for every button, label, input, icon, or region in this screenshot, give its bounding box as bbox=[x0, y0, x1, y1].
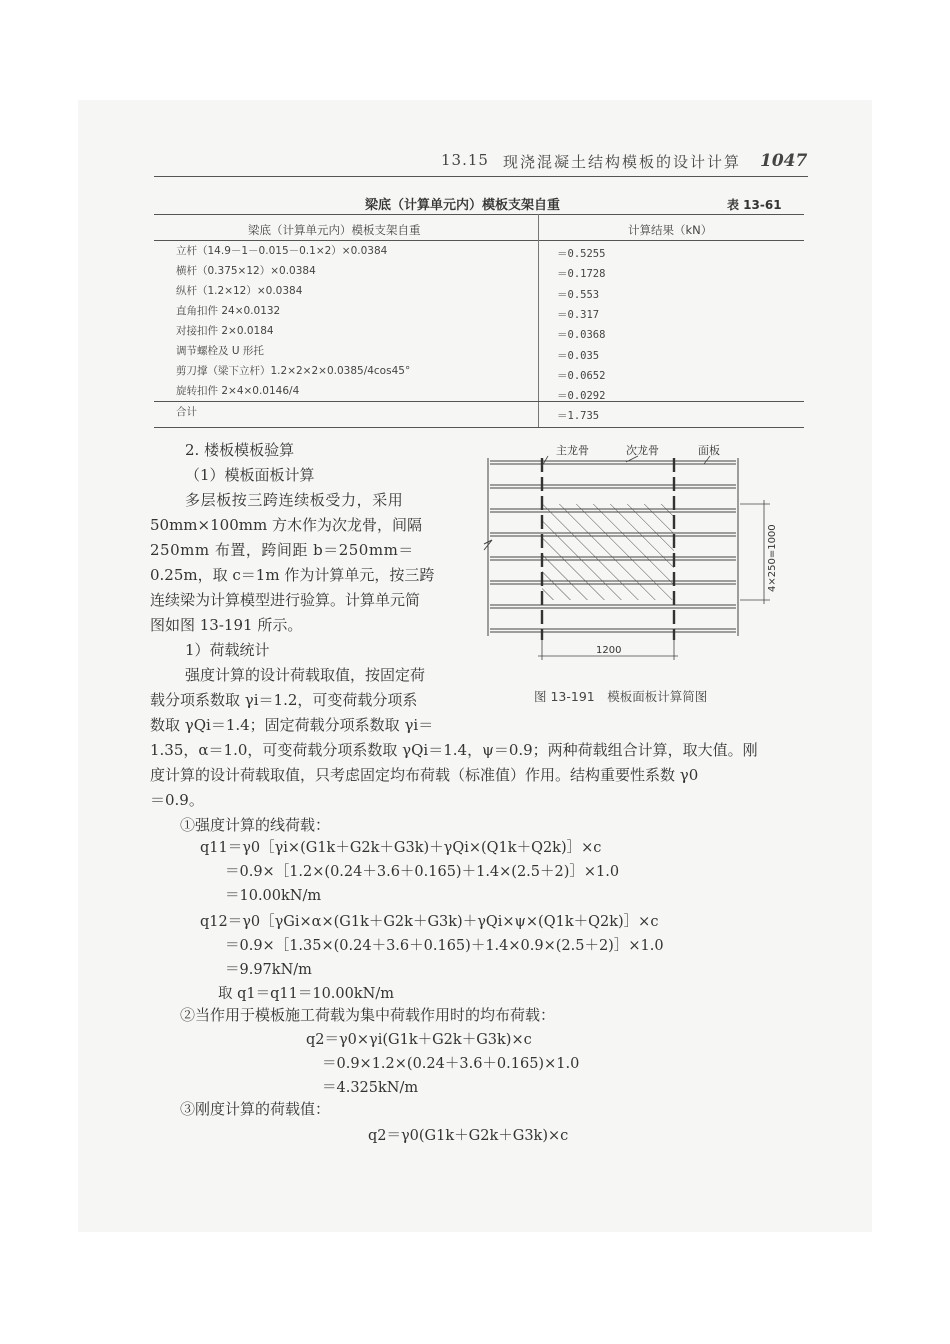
paragraph-line: 图如图 13-191 所示。 bbox=[150, 616, 303, 634]
figure-caption: 图 13-191 模板面板计算简图 bbox=[534, 689, 708, 704]
paragraph-line: ＝0.9。 bbox=[150, 791, 204, 809]
table-row-value: ＝0.5255 bbox=[557, 248, 606, 260]
dim-horizontal-label: 1200 bbox=[596, 645, 622, 656]
formula-line: ＝9.97kN/m bbox=[225, 962, 312, 978]
paragraph-line: 连续梁为计算模型进行验算。计算单元简 bbox=[150, 591, 421, 609]
heading-load-stats: 1）荷载统计 bbox=[185, 641, 270, 659]
table-total-rule bbox=[154, 401, 804, 402]
leader-panel bbox=[704, 456, 710, 464]
table-bottom-rule bbox=[154, 427, 804, 428]
table-caption: 梁底（计算单元内）模板支架自重 bbox=[365, 198, 561, 213]
table-row-value: ＝0.0292 bbox=[557, 390, 606, 402]
table-header-result: 计算结果（kN） bbox=[628, 223, 713, 237]
item-strength-load: ①强度计算的线荷载： bbox=[180, 816, 331, 834]
table-row-value: ＝0.1728 bbox=[557, 268, 606, 280]
header-rule bbox=[154, 176, 808, 177]
paragraph-line: 强度计算的设计荷载取值，按固定荷 bbox=[185, 666, 426, 684]
dim-vertical-label: 4×250=1000 bbox=[767, 524, 778, 592]
formula-line: q11＝γ0［γi×(G1k＋G2k＋G3k)＋γQi×(Q1k＋Q2k)］×c bbox=[200, 840, 602, 856]
section-number: 13.15 bbox=[441, 151, 489, 169]
table-number: 表 13-61 bbox=[727, 198, 782, 212]
item-concentrated-load: ②当作用于模板施工荷载为集中荷载作用时的均布荷载： bbox=[180, 1006, 556, 1024]
formula-line: ＝0.9×［1.35×(0.24＋3.6＋0.165)＋1.4×0.9×(2.5＋2)］×1.0 bbox=[225, 938, 664, 954]
formula-line: ＝0.9×1.2×(0.24＋3.6＋0.165)×1.0 bbox=[322, 1056, 580, 1072]
paragraph-line: 0.25m，取 c＝1m 作为计算单元，按三跨 bbox=[150, 566, 435, 584]
formula-line: 取 q1＝q11＝10.00kN/m bbox=[218, 986, 394, 1002]
table-row-value: ＝0.317 bbox=[557, 309, 600, 321]
figure-panel-diagram bbox=[478, 440, 788, 665]
table-row-value: ＝0.0368 bbox=[557, 329, 606, 341]
paragraph-line: 载分项系数取 γi＝1.2，可变荷载分项系 bbox=[150, 691, 418, 709]
formula-line: ＝4.325kN/m bbox=[322, 1080, 419, 1096]
table-row-value: ＝0.035 bbox=[557, 350, 600, 362]
formula-line: q12＝γ0［γGi×α×(G1k＋G2k＋G3k)＋γQi×ψ×(Q1k＋Q2k)］×c bbox=[200, 914, 659, 930]
item-stiffness-load: ③刚度计算的荷载值： bbox=[180, 1100, 331, 1118]
paragraph-line: 度计算的设计荷载取值，只考虑固定均布荷载（标准值）作用。结构重要性系数 γ0 bbox=[150, 766, 699, 784]
table-total-value: ＝1.735 bbox=[557, 410, 600, 422]
table-column-divider bbox=[538, 214, 539, 427]
table-row-item: 直角扣件 24×0.0132 bbox=[176, 305, 281, 317]
table-row-item: 调节螺栓及 U 形托 bbox=[176, 345, 264, 357]
paragraph-line: 1.35，α＝1.0，可变荷载分项系数取 γQi＝1.4，ψ＝0.9；两种荷载组合计算，取大值。刚 bbox=[150, 741, 758, 759]
table-row-value: ＝0.553 bbox=[557, 289, 600, 301]
table-row-item: 立杆（14.9－1－0.015－0.1×2）×0.0384 bbox=[176, 245, 388, 257]
heading-floor-formwork: 2. 楼板模板验算 bbox=[185, 441, 295, 459]
table-total-label: 合计 bbox=[176, 406, 197, 418]
page-number: 1047 bbox=[760, 151, 808, 171]
table-row-item: 旋转扣件 2×4×0.0146/4 bbox=[176, 385, 300, 397]
formula-line: ＝0.9×［1.2×(0.24＋3.6＋0.165)＋1.4×(2.5＋2)］×1.0 bbox=[225, 864, 620, 880]
paragraph-line: 50mm×100mm 方木作为次龙骨，间隔 bbox=[150, 516, 422, 534]
formula-line: q2＝γ0(G1k＋G2k＋G3k)×c bbox=[368, 1128, 569, 1144]
table-header-item: 梁底（计算单元内）模板支架自重 bbox=[248, 223, 421, 237]
paragraph-line: 250mm 布置，跨间距 b＝250mm＝ bbox=[150, 541, 414, 559]
label-panel: 面板 bbox=[698, 444, 720, 457]
label-secondary-joist: 次龙骨 bbox=[626, 444, 659, 457]
formula-line: ＝10.00kN/m bbox=[225, 888, 322, 904]
paragraph-line: 多层板按三跨连续板受力，采用 bbox=[185, 491, 404, 509]
table-header-rule bbox=[154, 240, 804, 241]
table-top-rule bbox=[154, 214, 804, 215]
table-row-item: 对接扣件 2×0.0184 bbox=[176, 325, 274, 337]
paragraph-line: 数取 γQi＝1.4；固定荷载分项系数取 γi＝ bbox=[150, 716, 434, 734]
hatched-calc-unit bbox=[542, 504, 674, 600]
heading-panel-calc: （1）模板面板计算 bbox=[185, 466, 315, 484]
table-row-item: 横杆（0.375×12）×0.0384 bbox=[176, 265, 316, 277]
table-row-item: 纵杆（1.2×12）×0.0384 bbox=[176, 285, 303, 297]
formula-line: q2＝γ0×γi(G1k＋G2k＋G3k)×c bbox=[306, 1032, 532, 1048]
label-main-joist: 主龙骨 bbox=[556, 444, 589, 457]
table-row-value: ＝0.0652 bbox=[557, 370, 606, 382]
section-title: 现浇混凝土结构模板的设计计算 bbox=[503, 153, 742, 171]
table-row-item: 剪刀撑（梁下立杆）1.2×2×2×0.0385/4cos45° bbox=[176, 365, 411, 377]
